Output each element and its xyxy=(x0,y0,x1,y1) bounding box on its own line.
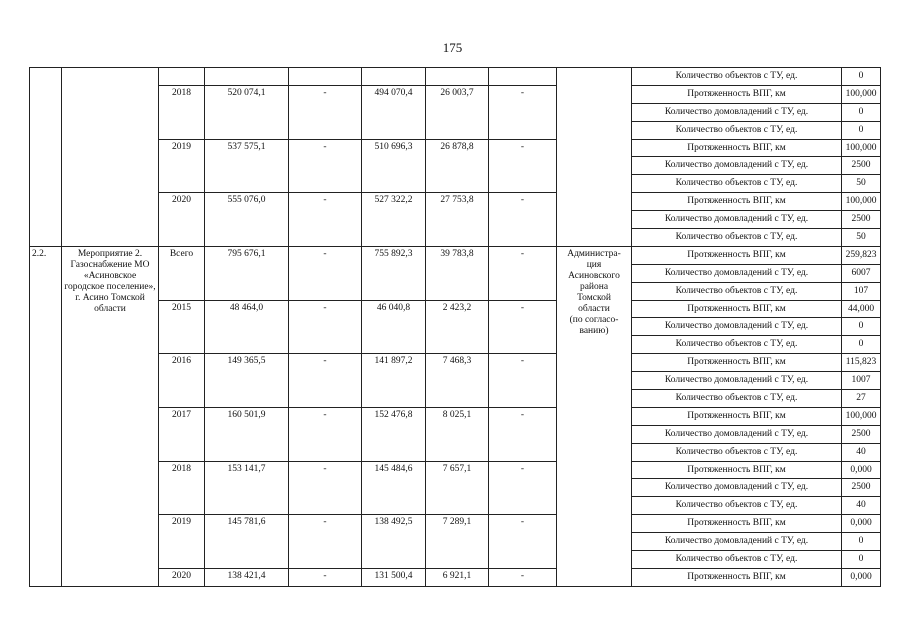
local-cell: 27 753,8 xyxy=(426,193,489,247)
indicator-name-cell: Количество домовладений с ТУ, ед. xyxy=(632,318,842,336)
indicator-value-cell: 0 xyxy=(842,336,881,354)
indicator-value-cell: 259,823 xyxy=(842,246,881,264)
indicator-value-cell: 0,000 xyxy=(842,461,881,479)
local-cell: 26 878,8 xyxy=(426,139,489,193)
indicator-name-cell: Количество объектов с ТУ, ед. xyxy=(632,390,842,408)
indicator-name-cell: Количество объектов с ТУ, ед. xyxy=(632,68,842,86)
indicator-name-cell: Количество объектов с ТУ, ед. xyxy=(632,497,842,515)
federal-cell: - xyxy=(289,139,362,193)
indicator-value-cell: 0 xyxy=(842,318,881,336)
other-cell: - xyxy=(489,568,557,586)
local-cell: 7 657,1 xyxy=(426,461,489,515)
indicator-name-cell: Количество объектов с ТУ, ед. xyxy=(632,551,842,569)
other-cell: - xyxy=(489,85,557,139)
indicator-name-cell: Количество объектов с ТУ, ед. xyxy=(632,121,842,139)
regional-cell: 138 492,5 xyxy=(362,515,426,569)
activity-cell: Мероприятие 2. Газоснабжение МО «Асиновское городское поселение», г. Асино Томской области xyxy=(62,246,159,586)
table-row xyxy=(30,246,881,264)
executor-cell: Администра- ция Асиновского района Томской области (по согласо- ванию) xyxy=(557,246,632,586)
regional-cell: 527 322,2 xyxy=(362,193,426,247)
regional-cell: 131 500,4 xyxy=(362,568,426,586)
regional-cell: 494 070,4 xyxy=(362,85,426,139)
total-cell: 153 141,7 xyxy=(205,461,289,515)
indicator-name-cell: Протяженность ВПГ, км xyxy=(632,354,842,372)
indicator-value-cell: 0,000 xyxy=(842,515,881,533)
financing-table xyxy=(29,67,881,587)
year-cell: 2020 xyxy=(159,193,205,247)
indicator-name-cell: Протяженность ВПГ, км xyxy=(632,515,842,533)
other-cell: - xyxy=(489,354,557,408)
other-cell: - xyxy=(489,461,557,515)
indicator-value-cell: 0 xyxy=(842,533,881,551)
number-cell: 2.2. xyxy=(30,246,62,586)
indicator-value-cell: 100,000 xyxy=(842,193,881,211)
year-cell: Всего xyxy=(159,246,205,300)
indicator-value-cell: 100,000 xyxy=(842,407,881,425)
total-cell: 149 365,5 xyxy=(205,354,289,408)
other-cell: - xyxy=(489,193,557,247)
local-cell xyxy=(426,68,489,86)
indicator-value-cell: 40 xyxy=(842,497,881,515)
local-cell: 26 003,7 xyxy=(426,85,489,139)
other-cell: - xyxy=(489,515,557,569)
indicator-name-cell: Количество объектов с ТУ, ед. xyxy=(632,229,842,247)
year-cell: 2015 xyxy=(159,300,205,354)
other-cell: - xyxy=(489,407,557,461)
federal-cell: - xyxy=(289,193,362,247)
indicator-name-cell: Количество объектов с ТУ, ед. xyxy=(632,282,842,300)
indicator-name-cell: Количество домовладений с ТУ, ед. xyxy=(632,264,842,282)
other-cell: - xyxy=(489,139,557,193)
indicator-value-cell: 27 xyxy=(842,390,881,408)
indicator-name-cell: Протяженность ВПГ, км xyxy=(632,139,842,157)
page-number: 175 xyxy=(442,40,463,55)
indicator-name-cell: Количество домовладений с ТУ, ед. xyxy=(632,479,842,497)
federal-cell: - xyxy=(289,461,362,515)
federal-cell: - xyxy=(289,515,362,569)
indicator-name-cell: Протяженность ВПГ, км xyxy=(632,85,842,103)
indicator-value-cell: 115,823 xyxy=(842,354,881,372)
year-cell: 2018 xyxy=(159,461,205,515)
activity-cell xyxy=(62,68,159,247)
regional-cell xyxy=(362,68,426,86)
other-cell xyxy=(489,68,557,86)
indicator-value-cell: 2500 xyxy=(842,157,881,175)
indicator-name-cell: Протяженность ВПГ, км xyxy=(632,461,842,479)
total-cell: 138 421,4 xyxy=(205,568,289,586)
regional-cell: 46 040,8 xyxy=(362,300,426,354)
year-cell: 2017 xyxy=(159,407,205,461)
local-cell: 7 468,3 xyxy=(426,354,489,408)
indicator-value-cell: 2500 xyxy=(842,211,881,229)
indicator-value-cell: 100,000 xyxy=(842,85,881,103)
indicator-name-cell: Количество домовладений с ТУ, ед. xyxy=(632,103,842,121)
table-body xyxy=(30,68,881,587)
total-cell: 520 074,1 xyxy=(205,85,289,139)
indicator-value-cell: 50 xyxy=(842,229,881,247)
indicator-name-cell: Количество домовладений с ТУ, ед. xyxy=(632,157,842,175)
federal-cell: - xyxy=(289,246,362,300)
year-cell: 2019 xyxy=(159,139,205,193)
federal-cell: - xyxy=(289,354,362,408)
total-cell xyxy=(205,68,289,86)
table-row xyxy=(30,68,881,86)
federal-cell: - xyxy=(289,568,362,586)
local-cell: 39 783,8 xyxy=(426,246,489,300)
local-cell: 8 025,1 xyxy=(426,407,489,461)
indicator-name-cell: Протяженность ВПГ, км xyxy=(632,300,842,318)
regional-cell: 152 476,8 xyxy=(362,407,426,461)
total-cell: 555 076,0 xyxy=(205,193,289,247)
total-cell: 795 676,1 xyxy=(205,246,289,300)
indicator-value-cell: 0,000 xyxy=(842,568,881,586)
indicator-value-cell: 0 xyxy=(842,103,881,121)
number-cell xyxy=(30,68,62,247)
indicator-name-cell: Количество домовладений с ТУ, ед. xyxy=(632,372,842,390)
year-cell: 2016 xyxy=(159,354,205,408)
total-cell: 48 464,0 xyxy=(205,300,289,354)
indicator-value-cell: 0 xyxy=(842,68,881,86)
year-cell: 2020 xyxy=(159,568,205,586)
federal-cell: - xyxy=(289,300,362,354)
year-cell: 2019 xyxy=(159,515,205,569)
local-cell: 6 921,1 xyxy=(426,568,489,586)
indicator-name-cell: Протяженность ВПГ, км xyxy=(632,246,842,264)
total-cell: 537 575,1 xyxy=(205,139,289,193)
indicator-value-cell: 2500 xyxy=(842,479,881,497)
year-cell: 2018 xyxy=(159,85,205,139)
indicator-name-cell: Количество объектов с ТУ, ед. xyxy=(632,336,842,354)
indicator-name-cell: Протяженность ВПГ, км xyxy=(632,568,842,586)
total-cell: 145 781,6 xyxy=(205,515,289,569)
federal-cell: - xyxy=(289,85,362,139)
indicator-value-cell: 1007 xyxy=(842,372,881,390)
indicator-value-cell: 0 xyxy=(842,121,881,139)
indicator-value-cell: 50 xyxy=(842,175,881,193)
regional-cell: 510 696,3 xyxy=(362,139,426,193)
indicator-name-cell: Количество домовладений с ТУ, ед. xyxy=(632,425,842,443)
year-cell xyxy=(159,68,205,86)
indicator-value-cell: 40 xyxy=(842,443,881,461)
indicator-name-cell: Протяженность ВПГ, км xyxy=(632,193,842,211)
indicator-name-cell: Количество домовладений с ТУ, ед. xyxy=(632,533,842,551)
other-cell: - xyxy=(489,300,557,354)
indicator-name-cell: Количество объектов с ТУ, ед. xyxy=(632,175,842,193)
federal-cell: - xyxy=(289,407,362,461)
regional-cell: 141 897,2 xyxy=(362,354,426,408)
indicator-value-cell: 2500 xyxy=(842,425,881,443)
indicator-value-cell: 0 xyxy=(842,551,881,569)
indicator-value-cell: 6007 xyxy=(842,264,881,282)
regional-cell: 755 892,3 xyxy=(362,246,426,300)
total-cell: 160 501,9 xyxy=(205,407,289,461)
indicator-value-cell: 100,000 xyxy=(842,139,881,157)
local-cell: 2 423,2 xyxy=(426,300,489,354)
executor-cell xyxy=(557,68,632,247)
other-cell: - xyxy=(489,246,557,300)
indicator-name-cell: Количество домовладений с ТУ, ед. xyxy=(632,211,842,229)
indicator-name-cell: Протяженность ВПГ, км xyxy=(632,407,842,425)
local-cell: 7 289,1 xyxy=(426,515,489,569)
indicator-name-cell: Количество объектов с ТУ, ед. xyxy=(632,443,842,461)
indicator-value-cell: 107 xyxy=(842,282,881,300)
indicator-value-cell: 44,000 xyxy=(842,300,881,318)
federal-cell xyxy=(289,68,362,86)
regional-cell: 145 484,6 xyxy=(362,461,426,515)
